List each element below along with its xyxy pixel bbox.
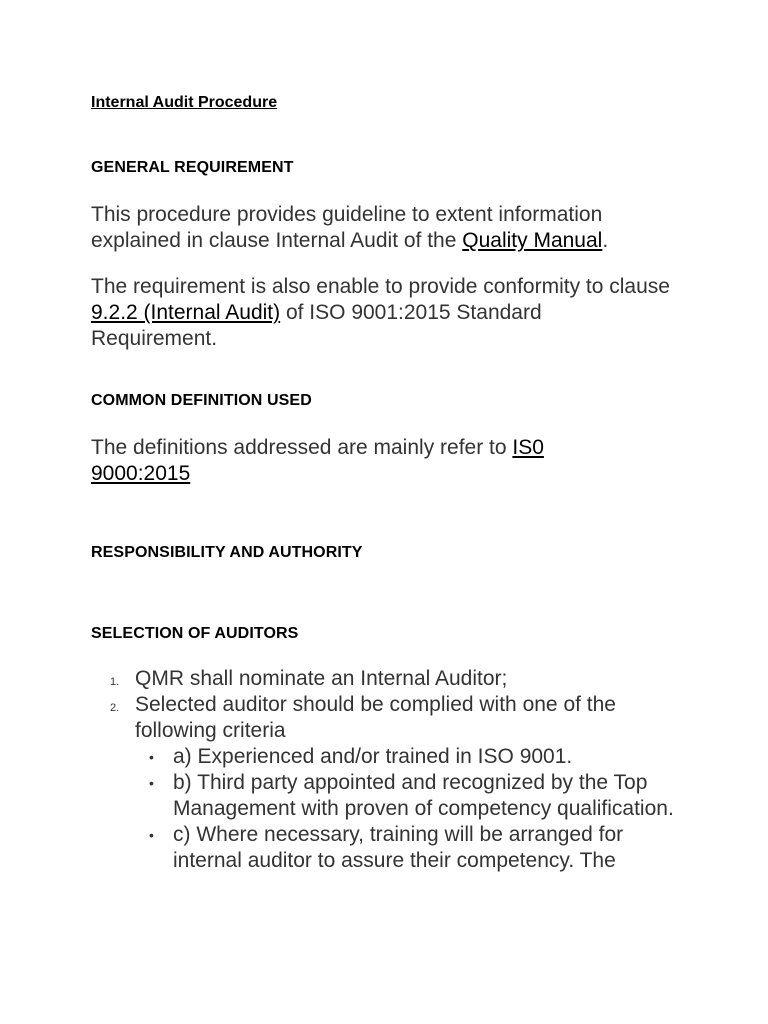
- heading-general-requirement: GENERAL REQUIREMENT: [91, 159, 294, 176]
- common-definition-paragraph: [91, 435, 611, 487]
- clause-9-2-2-link[interactable]: 9.2.2 (Internal Audit): [91, 301, 281, 324]
- list-item: [91, 692, 691, 874]
- list-marker: 1.: [110, 676, 120, 688]
- auditor-selection-list: [91, 666, 691, 874]
- iso-9000-link[interactable]: IS0 9000:2015: [91, 436, 544, 485]
- list-item: [91, 666, 691, 692]
- sub-list-item: [135, 744, 691, 770]
- list-item-text: Selected auditor should be complied with one of the following criteria: [135, 693, 616, 742]
- heading-responsibility-authority: RESPONSIBILITY AND AUTHORITY: [91, 544, 363, 561]
- criteria-sub-list: [135, 744, 691, 874]
- paragraph-text: The definitions addressed are mainly refer to: [91, 436, 513, 459]
- sub-item-text: a) Experienced and/or trained in ISO 9001.: [173, 745, 573, 768]
- paragraph-text: The requirement is also enable to provide conformity to clause: [91, 275, 670, 298]
- heading-selection-of-auditors: SELECTION OF AUDITORS: [91, 625, 299, 642]
- quality-manual-link[interactable]: Quality Manual: [462, 229, 603, 252]
- bullet-icon: •: [149, 827, 154, 843]
- document-title: Internal Audit Procedure: [91, 94, 278, 111]
- sub-list-item: [135, 770, 691, 822]
- sub-item-text: c) Where necessary, training will be arranged for internal auditor to assure their competency. The: [173, 823, 624, 872]
- paragraph-text: This procedure provides guideline to extent information explained in clause Internal Audit of the: [91, 203, 603, 252]
- list-item-text: QMR shall nominate an Internal Auditor;: [135, 667, 508, 690]
- paragraph-end: .: [602, 229, 609, 252]
- bullet-icon: •: [149, 775, 154, 791]
- sub-item-text: b) Third party appointed and recognized by the Top Management with proven of competency qualification.: [173, 771, 674, 820]
- list-marker: 2.: [110, 702, 120, 714]
- general-requirement-paragraph-1: [91, 202, 671, 254]
- sub-list-item: [135, 822, 691, 874]
- bullet-icon: •: [149, 749, 154, 765]
- general-requirement-paragraph-2: [91, 274, 671, 352]
- heading-common-definition: COMMON DEFINITION USED: [91, 392, 312, 409]
- paragraph-end: of ISO 9001:2015 Standard Requirement.: [91, 301, 542, 350]
